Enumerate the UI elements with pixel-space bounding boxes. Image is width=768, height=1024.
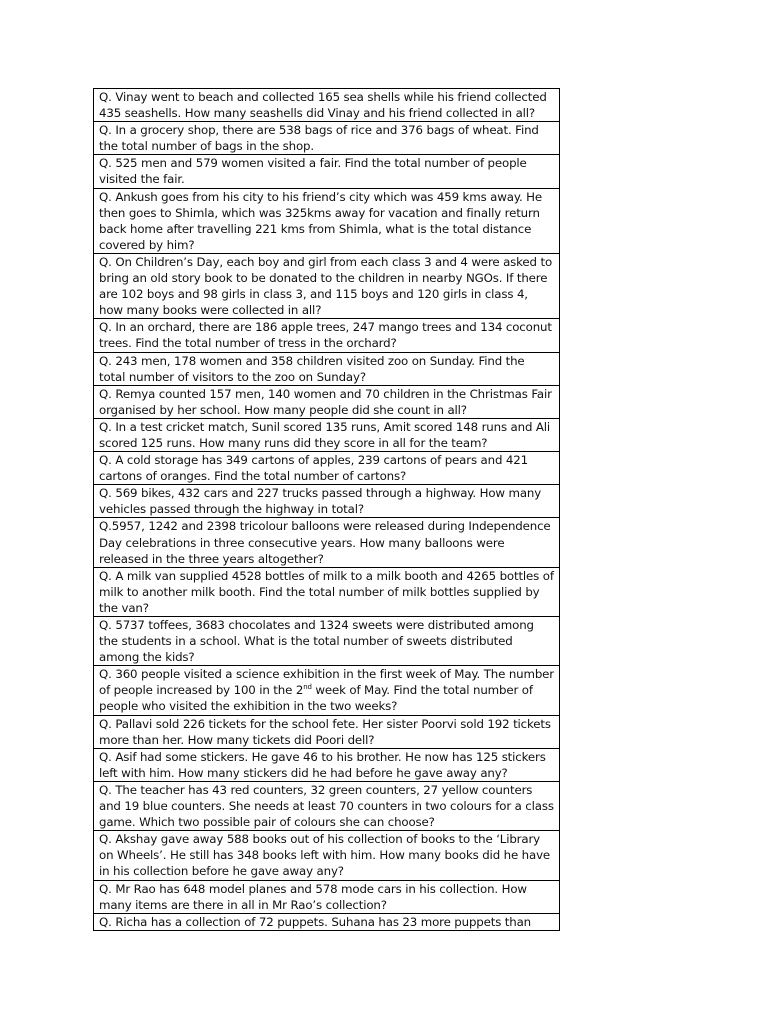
table-row: [94, 715, 560, 748]
table-row: [94, 188, 560, 253]
table-row: [94, 122, 560, 155]
question-cell: Q. Akshay gave away 588 books out of his collection of books to the ‘Library on Wheels’. He still has 348 books left with him. How many books did he have in his collection before he gave away any?: [94, 831, 560, 880]
question-cell: Q. 569 bikes, 432 cars and 227 trucks passed through a highway. How many vehicles passed through the highway in total?: [94, 485, 560, 518]
table-row: [94, 781, 560, 830]
question-cell: Q. Vinay went to beach and collected 165 sea shells while his friend collected 435 seashells. How many seashells did Vinay and his friend collected in all?: [94, 89, 560, 122]
question-text: Q. 360 people visited a science exhibition in the first week of May. The number of people increased by 100 in the 2: [99, 667, 554, 698]
question-cell: Q. The teacher has 43 red counters, 32 green counters, 27 yellow counters and 19 blue counters. She needs at least 70 counters in two colours for a class game. Which two possible pair of colours she can choose?: [94, 781, 560, 830]
question-cell: Q. In a grocery shop, there are 538 bags of rice and 376 bags of wheat. Find the total number of bags in the shop.: [94, 122, 560, 155]
table-row: [94, 666, 560, 715]
table-row: [94, 89, 560, 122]
question-cell: Q. In a test cricket match, Sunil scored 135 runs, Amit scored 148 runs and Ali scored 125 runs. How many runs did they score in all for the team?: [94, 418, 560, 451]
table-row: [94, 880, 560, 913]
question-cell: Q. Ankush goes from his city to his friend’s city which was 459 kms away. He then goes to Shimla, which was 325kms away for vacation and finally return back home after travelling 221 kms from Shimla, what is the total distance covered by him?: [94, 188, 560, 253]
table-row: [94, 748, 560, 781]
table-row: [94, 617, 560, 666]
question-cell: [94, 666, 560, 715]
table-row: [94, 485, 560, 518]
question-cell: Q. Remya counted 157 men, 140 women and 70 children in the Christmas Fair organised by her school. How many people did she count in all?: [94, 385, 560, 418]
ordinal-superscript: nd: [303, 683, 312, 692]
question-cell: Q. 525 men and 579 women visited a fair. Find the total number of people visited the fair.: [94, 155, 560, 188]
table-row: [94, 831, 560, 880]
question-cell: Q. 243 men, 178 women and 358 children visited zoo on Sunday. Find the total number of visitors to the zoo on Sunday?: [94, 352, 560, 385]
table-row: [94, 418, 560, 451]
table-row: [94, 913, 560, 930]
question-cell: Q. A milk van supplied 4528 bottles of milk to a milk booth and 4265 bottles of milk to another milk booth. Find the total number of milk bottles supplied by the van?: [94, 567, 560, 616]
table-row: [94, 253, 560, 318]
question-cell: Q. A cold storage has 349 cartons of apples, 239 cartons of pears and 421 cartons of oranges. Find the total number of cartons?: [94, 452, 560, 485]
table-row: [94, 452, 560, 485]
question-cell: Q. Pallavi sold 226 tickets for the school fete. Her sister Poorvi sold 192 tickets more than her. How many tickets did Poori dell?: [94, 715, 560, 748]
questions-table: [93, 88, 560, 931]
table-row: [94, 352, 560, 385]
table-row: [94, 385, 560, 418]
table-row: [94, 518, 560, 567]
table-row: [94, 319, 560, 352]
question-cell: Q.5957, 1242 and 2398 tricolour balloons were released during Independence Day celebrations in three consecutive years. How many balloons were released in the three years altogether?: [94, 518, 560, 567]
table-row: [94, 155, 560, 188]
question-cell: Q. In an orchard, there are 186 apple trees, 247 mango trees and 134 coconut trees. Find the total number of tress in the orchard?: [94, 319, 560, 352]
question-cell: Q. Mr Rao has 648 model planes and 578 mode cars in his collection. How many items are there in all in Mr Rao’s collection?: [94, 880, 560, 913]
worksheet: [93, 88, 560, 931]
question-cell: Q. Asif had some stickers. He gave 46 to his brother. He now has 125 stickers left with him. How many stickers did he had before he gave away any?: [94, 748, 560, 781]
question-text: week of May. Find the total number of people who visited the exhibition in the two weeks?: [99, 683, 533, 714]
question-cell: Q. On Children’s Day, each boy and girl from each class 3 and 4 were asked to bring an old story book to be donated to the children in nearby NGOs. If there are 102 boys and 98 girls in class 3, and 115 boys and 120 girls in class 4, how many books were collected in all?: [94, 253, 560, 318]
question-cell: Q. Richa has a collection of 72 puppets. Suhana has 23 more puppets than: [94, 913, 560, 930]
question-cell: Q. 5737 toffees, 3683 chocolates and 1324 sweets were distributed among the students in a school. What is the total number of sweets distributed among the kids?: [94, 617, 560, 666]
table-row: [94, 567, 560, 616]
